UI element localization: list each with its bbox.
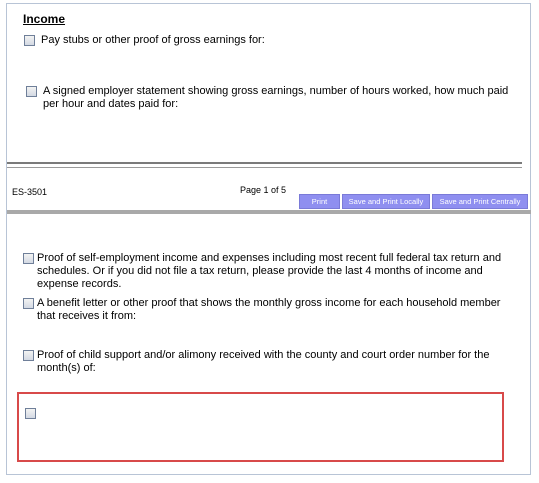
employer-statement-label: A signed employer statement showing gross earnings, number of hours worked, how much paid per hour and dates paid for:	[43, 85, 509, 110]
child-support-label: Proof of child support and/or alimony received with the county and court order number for the month(s) of:	[37, 349, 490, 374]
income-heading: Income	[23, 12, 66, 26]
print-button[interactable]: Print	[299, 194, 340, 209]
child-support-checkbox[interactable]	[23, 350, 34, 361]
page-divider-secondary	[7, 167, 522, 168]
benefit-letter-checkbox[interactable]	[23, 298, 34, 309]
pay-stubs-label: Pay stubs or other proof of gross earnings for:	[41, 34, 265, 46]
employer-statement-checkbox[interactable]	[26, 86, 37, 97]
page-divider	[7, 162, 522, 164]
save-print-centrally-button[interactable]: Save and Print Centrally	[432, 194, 528, 209]
self-employment-checkbox[interactable]	[23, 253, 34, 264]
page-break-bar	[7, 210, 531, 214]
highlight-box	[17, 392, 504, 462]
form-id: ES-3501	[12, 187, 48, 197]
benefit-letter-label: A benefit letter or other proof that shows the monthly gross income for each household member that receives it from:	[37, 297, 501, 322]
page-indicator: Page 1 of 5	[240, 185, 287, 195]
additional-checkbox[interactable]	[25, 408, 36, 419]
pay-stubs-checkbox[interactable]	[24, 35, 35, 46]
self-employment-label: Proof of self-employment income and expenses including most recent full federal tax return and schedules. Or if you did not file a tax return, please provide the last 4 months of income and expense records.	[37, 252, 502, 290]
save-print-locally-button[interactable]: Save and Print Locally	[342, 194, 430, 209]
